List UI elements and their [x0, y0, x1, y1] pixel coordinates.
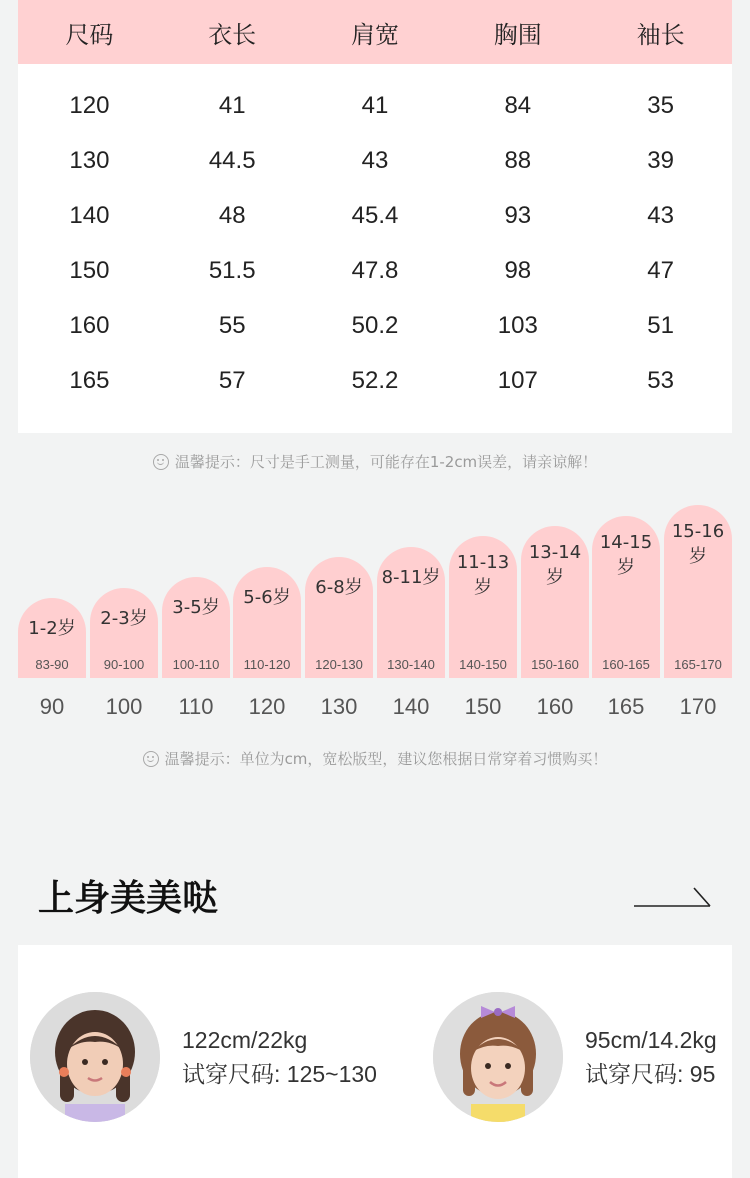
- table-cell: 43: [647, 201, 674, 229]
- header-sleeve: 袖长: [636, 20, 685, 49]
- table-cell: 150: [69, 256, 110, 284]
- table-cell: 52.2: [351, 366, 399, 394]
- table-row: [18, 78, 732, 133]
- age-label: 15-16岁: [671, 521, 725, 568]
- height-label: 130: [320, 694, 358, 719]
- table-cell: 120: [69, 91, 110, 119]
- height-range-label: 160-165: [602, 657, 650, 672]
- models-card: [18, 945, 732, 1178]
- age-bar: [377, 547, 445, 679]
- table-cell: 45.4: [351, 201, 399, 229]
- model-measure: 95cm/14.2kg: [585, 1027, 717, 1053]
- table-cell: 50.2: [351, 311, 399, 339]
- height-label: 160: [536, 694, 574, 719]
- section-title: 上身美美哒: [38, 878, 219, 919]
- model-try-size: 试穿尺码: 125~130: [182, 1061, 377, 1087]
- table-header: [18, 0, 732, 64]
- table-cell: 57: [218, 366, 246, 394]
- smile-icon: [153, 454, 169, 470]
- age-bar: [233, 567, 301, 678]
- tip-unit-text: 温馨提示：单位为cm，宽松版型，建议您根据日常穿着习惯购买！: [164, 750, 608, 768]
- table-cell: 47.8: [351, 256, 399, 284]
- age-bar: [305, 557, 373, 678]
- model-avatar-1: [30, 992, 160, 1122]
- table-cell: 84: [504, 91, 532, 119]
- height-range-label: 110-120: [243, 657, 291, 672]
- table-body: [18, 64, 732, 408]
- table-cell: 51: [647, 311, 674, 339]
- header-size: 尺码: [65, 20, 114, 49]
- age-label: 14-15岁: [599, 531, 653, 578]
- table-row: [18, 298, 732, 353]
- age-bar: [162, 577, 230, 678]
- header-chest: 胸围: [493, 20, 542, 49]
- tip-measurement: [0, 451, 750, 472]
- table-cell: 35: [647, 91, 674, 119]
- age-bar: [449, 536, 517, 678]
- table-cell: 41: [218, 91, 246, 119]
- age-label: 8-11岁: [381, 566, 441, 588]
- table-cell: 88: [504, 146, 532, 174]
- table-cell: 130: [69, 146, 110, 174]
- age-label: 13-14岁: [528, 541, 582, 588]
- table-row: [18, 133, 732, 188]
- model-info-1: [182, 1023, 377, 1091]
- table-cell: 51.5: [208, 256, 256, 284]
- height-label: 110: [178, 694, 214, 719]
- table-cell: 103: [497, 311, 538, 339]
- height-range-label: 100-110: [172, 657, 220, 672]
- age-label: 1-2岁: [28, 618, 76, 639]
- table-cell: 93: [504, 201, 532, 229]
- table-cell: 47: [647, 256, 674, 284]
- model-card-1: [30, 992, 377, 1122]
- height-range-label: 130-140: [387, 657, 435, 672]
- age-label: 2-3岁: [100, 607, 148, 629]
- height-range-label: 120-130: [315, 657, 363, 672]
- table-cell: 140: [69, 201, 110, 229]
- table-cell: 44.5: [208, 146, 256, 174]
- smile-icon: [143, 751, 159, 767]
- age-label: 3-5岁: [172, 597, 220, 619]
- model-measure: 122cm/22kg: [182, 1027, 308, 1053]
- age-label: 5-6岁: [243, 587, 291, 609]
- age-bar: [521, 526, 589, 678]
- table-cell: 98: [504, 256, 532, 284]
- age-label: 6-8岁: [315, 576, 363, 598]
- table-cell: 41: [361, 91, 389, 119]
- age-bar: [90, 588, 158, 678]
- model-avatar-2: [433, 992, 563, 1122]
- height-label: 90: [39, 694, 65, 719]
- header-shoulder: 肩宽: [350, 20, 399, 49]
- table-cell: 160: [69, 311, 110, 339]
- height-range-label: 90-100: [103, 657, 145, 672]
- height-label: 140: [392, 694, 430, 719]
- header-length: 衣长: [208, 20, 257, 49]
- height-range-label: 150-160: [531, 657, 579, 672]
- height-range-label: 140-150: [459, 657, 507, 672]
- table-row: [18, 188, 732, 243]
- table-row: [18, 243, 732, 298]
- height-label: 170: [679, 694, 717, 719]
- arrow-right-icon[interactable]: [634, 884, 712, 908]
- height-label: 120: [248, 694, 286, 719]
- age-bar: [664, 505, 732, 678]
- model-info-2: [585, 1023, 717, 1091]
- size-table: [18, 0, 732, 433]
- table-cell: 39: [647, 146, 674, 174]
- table-row: [18, 353, 732, 408]
- table-cell: 55: [218, 311, 246, 339]
- age-bar: [592, 516, 660, 678]
- table-cell: 165: [69, 366, 110, 394]
- tip-unit: [0, 748, 750, 769]
- table-cell: 48: [218, 201, 246, 229]
- height-label: 150: [464, 694, 502, 719]
- age-bar: [18, 598, 86, 678]
- table-cell: 107: [497, 366, 538, 394]
- height-label: 100: [105, 694, 143, 719]
- age-height-chart: [0, 470, 750, 730]
- model-try-size: 试穿尺码: 95: [585, 1061, 716, 1087]
- model-card-2: [433, 992, 717, 1122]
- height-range-label: 83-90: [35, 657, 69, 672]
- table-cell: 43: [361, 146, 389, 174]
- age-label: 11-13岁: [456, 552, 510, 599]
- table-cell: 53: [647, 366, 674, 394]
- height-label: 165: [607, 694, 645, 719]
- height-range-label: 165-170: [674, 657, 722, 672]
- tip-measurement-text: 温馨提示：尺寸是手工测量，可能存在1-2cm误差，请亲谅解！: [174, 453, 598, 471]
